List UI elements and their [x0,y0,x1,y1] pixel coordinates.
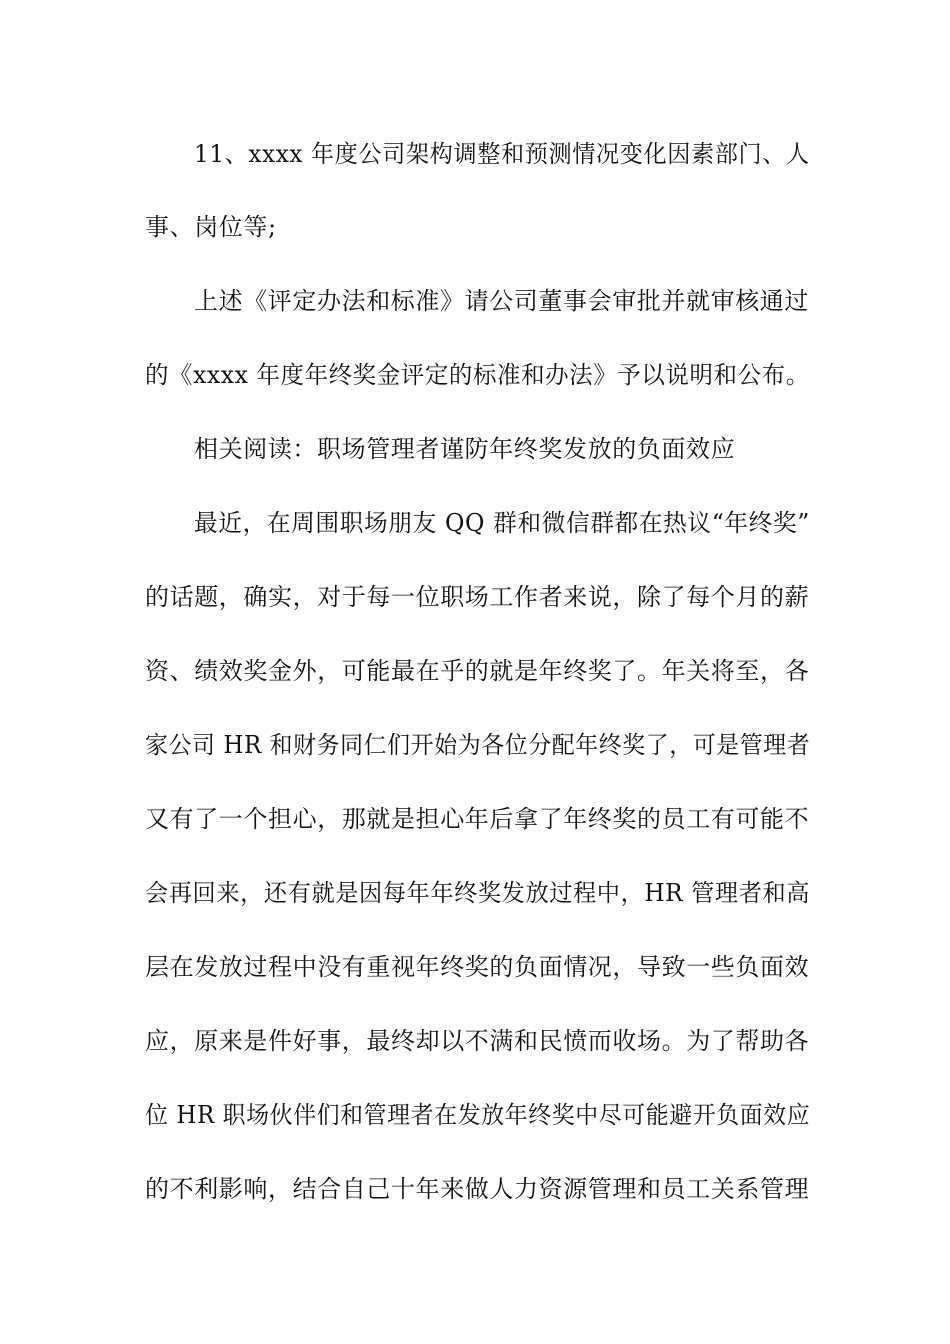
paragraph-line: 的话题，确实，对于每一位职场工作者来说，除了每个月的薪 [145,583,810,611]
paragraph-line: 的不利影响，结合自己十年来做人力资源管理和员工关系管理 [145,1175,810,1203]
paragraph-line: 上述《评定办法和标准》请公司董事会审批并就审核通过 [194,287,809,315]
paragraph-line: 最近，在周围职场朋友 QQ 群和微信群都在热议“年终奖” [194,509,810,537]
paragraph-line: 事、岗位等; [145,213,277,241]
paragraph-line: 位 HR 职场伙伴们和管理者在发放年终奖中尽可能避开负面效应 [145,1101,811,1129]
paragraph-line: 层在发放过程中没有重视年终奖的负面情况，导致一些负面效 [145,953,810,981]
paragraph-line: 家公司 HR 和财务同仁们开始为各位分配年终奖了，可是管理者 [145,731,811,759]
related-reading-heading: 相关阅读：职场管理者谨防年终奖发放的负面效应 [194,435,736,463]
paragraph-line: 资、绩效奖金外，可能最在乎的就是年终奖了。年关将至，各 [145,657,810,685]
paragraph-line: 会再回来，还有就是因每年年终奖发放过程中，HR 管理者和高 [145,879,811,907]
paragraph-line: 又有了一个担心，那就是担心年后拿了年终奖的员工有可能不 [145,805,810,833]
paragraph-line: 11、xxxx 年度公司架构调整和预测情况变化因素部门、人 [194,140,810,168]
paragraph-line: 的《xxxx 年度年终奖金评定的标准和办法》予以说明和公布。 [145,361,810,389]
paragraph-line: 应，原来是件好事，最终却以不满和民愤而收场。为了帮助各 [145,1027,810,1055]
